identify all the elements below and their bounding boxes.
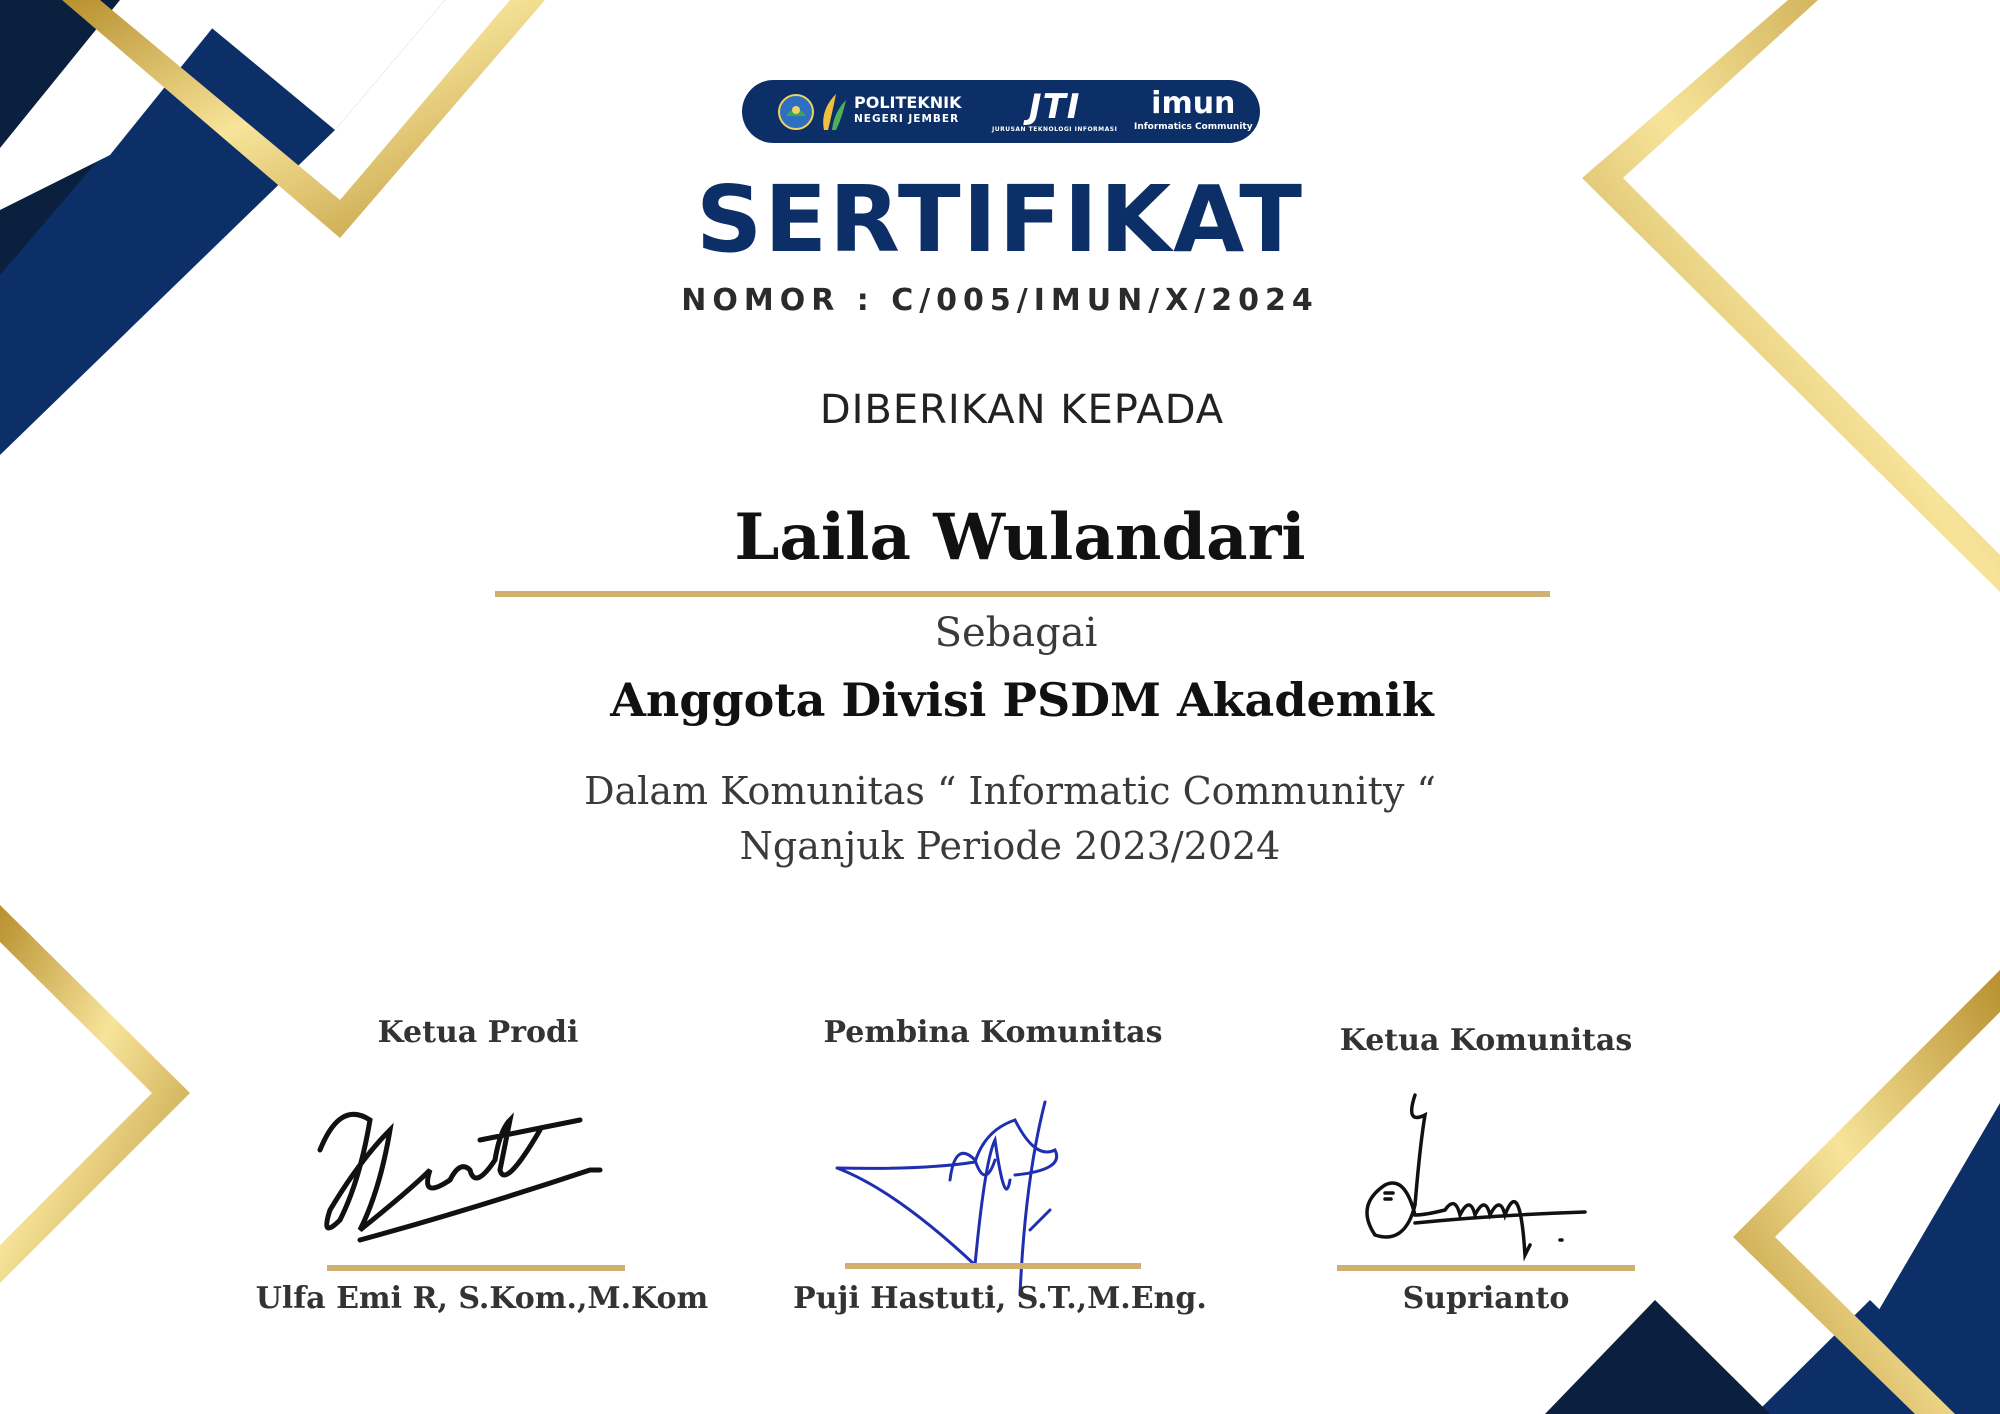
politeknik-leaf-icon — [818, 90, 848, 134]
signature-3-title: Ketua Komunitas — [1339, 1023, 1633, 1058]
imun-logo — [1134, 86, 1253, 132]
politeknik-line1: POLITEKNIK — [854, 93, 962, 112]
given-to-label: DIBERIKAN KEPADA — [819, 387, 1225, 433]
imun-logo-subtext: Informatics Community — [1134, 122, 1253, 132]
jti-logo-text: JTI — [1028, 87, 1081, 127]
certificate-number: NOMOR : C/005/IMUN/X/2024 — [681, 283, 1319, 318]
jti-logo — [992, 88, 1117, 133]
partner-logo-bar — [742, 80, 1260, 143]
signature-1-title: Ketua Prodi — [377, 1015, 579, 1050]
signature-1-name: Ulfa Emi R, S.Kom.,M.Kom — [255, 1281, 709, 1316]
jti-logo-subtext: JURUSAN TEKNOLOGI INFORMASI — [992, 126, 1118, 133]
politeknik-emblem-icon — [778, 94, 814, 130]
imun-logo-text: imun — [1151, 86, 1236, 121]
signature-1-handwriting — [300, 1090, 610, 1250]
recipient-name: Laila Wulandari — [734, 500, 1306, 575]
politeknik-logo-text — [854, 94, 961, 128]
signature-1-line — [327, 1265, 625, 1271]
signature-3-line — [1337, 1265, 1635, 1271]
signature-2-name: Puji Hastuti, S.T.,M.Eng. — [793, 1281, 1207, 1316]
as-label: Sebagai — [934, 610, 1098, 656]
certificate-description — [10, 764, 2000, 874]
description-line-1: Dalam Komunitas “ Informatic Community “ — [584, 769, 1436, 813]
bottom-left-gold-chevron — [0, 905, 190, 1283]
recipient-underline — [495, 591, 1550, 597]
signature-2-line — [845, 1263, 1141, 1269]
signature-2-handwriting — [835, 1100, 1085, 1300]
signature-3-name: Suprianto — [1402, 1281, 1570, 1316]
recipient-role: Anggota Divisi PSDM Akademik — [610, 673, 1434, 727]
signature-3-handwriting — [1355, 1085, 1595, 1275]
politeknik-line2: NEGERI JEMBER — [854, 113, 960, 125]
description-line-2: Nganjuk Periode 2023/2024 — [739, 824, 1281, 868]
certificate-title: SERTIFIKAT — [696, 166, 1304, 273]
signature-2-title: Pembina Komunitas — [823, 1015, 1163, 1050]
